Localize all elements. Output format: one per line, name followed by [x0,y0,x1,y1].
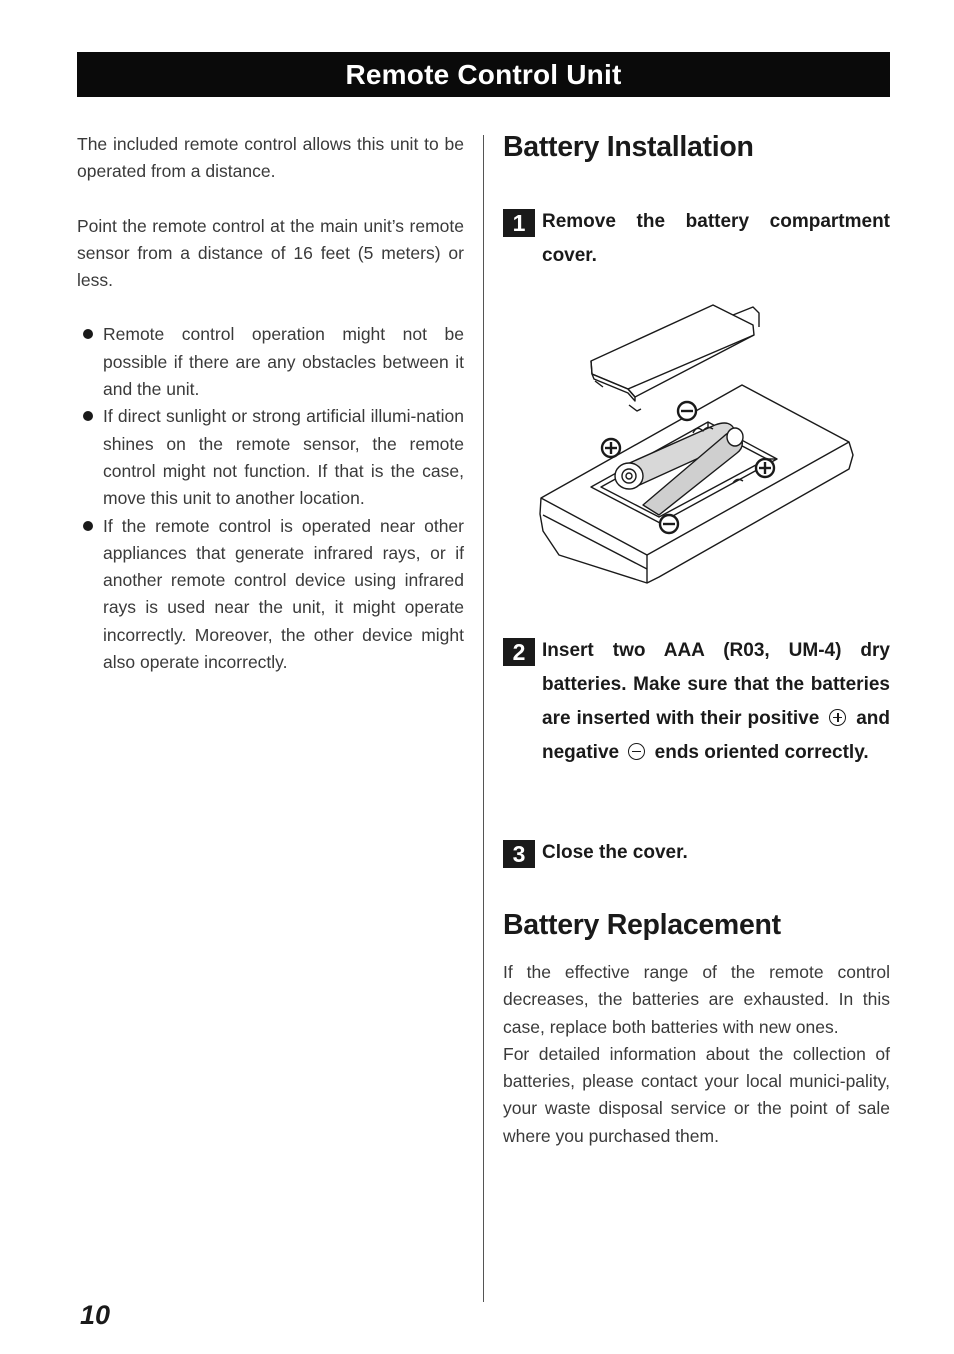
bullet-dot-icon [83,521,93,531]
left-column [77,131,464,676]
disposal-paragraph: For detailed information about the collection of batteries, please contact your local munici-pality, your waste disposal service or the point of sale where you purchased them. [503,1043,890,1146]
step-number: 1 [503,209,535,237]
minus-polarity-icon [678,402,696,420]
intro-paragraph: The included remote control allows this unit to be operated from a distance. [77,134,464,182]
plus-polarity-icon [602,439,620,457]
replacement-text [503,959,890,1150]
page-number: 10 [80,1300,111,1330]
step-2 [503,638,890,770]
page-title-bar [77,52,890,97]
column-divider [483,135,484,1302]
step-number: 2 [503,638,535,666]
step-1 [503,209,890,273]
bullet-dot-icon [83,411,93,421]
step-text: Insert two AAA (R03, UM-4) dry batteries. Make sure that the batteries are inserted with their positive and negative ends oriented correctly. [542,640,890,763]
plus-polarity-icon [829,709,846,726]
list-item: Remote control operation might not be possible if there are any obstacles between it and the unit. [77,321,464,403]
bullet-dot-icon [83,329,93,339]
battery-installation-heading: Battery Installation [503,131,754,163]
remote-battery-illustration [537,301,857,601]
step-number: 3 [503,840,535,868]
page-title: Remote Control Unit [345,58,622,90]
list-item: If direct sunlight or strong artificial illumi-nation shines on the remote sensor, the remote control might not function. If that is the case, move this unit to another location. [77,403,464,512]
minus-polarity-icon [628,743,645,760]
step-text: Remove the battery compartment cover. [542,211,890,266]
battery-replacement-heading: Battery Replacement [503,909,781,941]
replacement-paragraph: If the effective range of the remote control decreases, the batteries are exhausted. In this case, replace both batteries with new ones. [503,962,890,1037]
notes-list [77,321,464,676]
step-text: Close the cover. [542,842,688,863]
list-item: If the remote control is operated near other appliances that generate infrared rays, or if another remote control device using infrared rays is used near the unit, it might operate incorrectly. Moreover, the other device might also operate incorrectly. [77,513,464,677]
distance-paragraph: Point the remote control at the main unit’s remote sensor from a distance of 16 feet (5 meters) or less. [77,215,464,291]
step-3 [503,840,890,870]
minus-polarity-icon [660,515,678,533]
plus-polarity-icon [756,459,774,477]
